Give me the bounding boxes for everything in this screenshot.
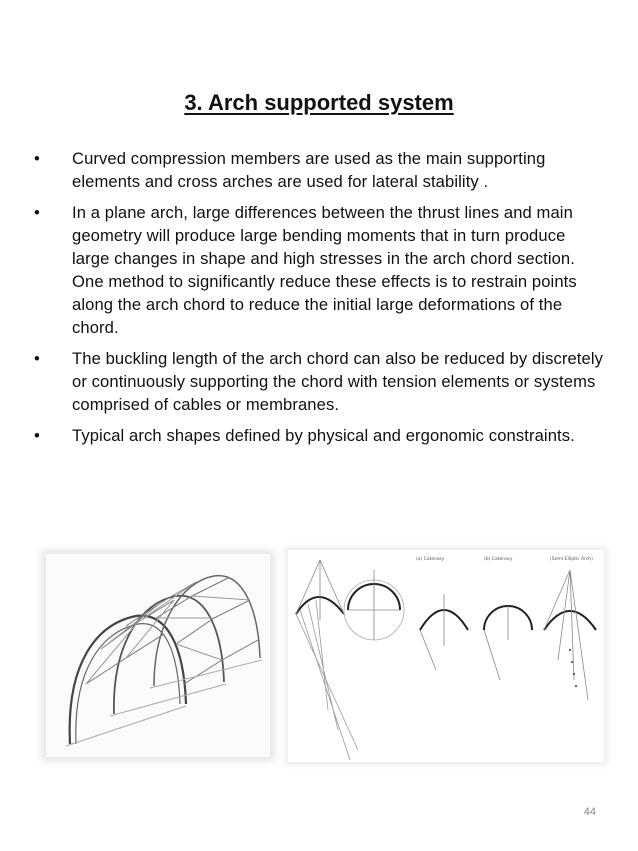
bullet-text: The buckling length of the arch chord can also be reduced by discretely or continuously supporting the chord with tension elements or systems comprised of cables or membranes.	[72, 349, 604, 414]
bullet-dot: •	[34, 349, 40, 368]
page-number: 44	[583, 806, 596, 818]
arch-label-b: (b) Catenary	[484, 557, 513, 562]
arch-shapes-diagram-icon	[288, 550, 604, 762]
bullet-item	[34, 201, 604, 339]
arch-label-a: (a) Catenary	[416, 557, 445, 562]
arch-structure-3d-icon	[46, 554, 270, 757]
bullet-dot: •	[34, 203, 40, 222]
bullet-item	[34, 424, 604, 447]
arch-structure-figure	[46, 554, 270, 757]
bullet-text: In a plane arch, large differences between the thrust lines and main geometry will produce large bending moments that in turn produce large changes in shape and high stresses in the arch chord section. One method to significantly reduce these effects is to restrain points along the arch chord to reduce the initial large deformations of the chord.	[72, 203, 577, 337]
arch-shapes-figure	[288, 550, 604, 762]
bullet-text: Curved compression members are used as the main supporting elements and cross arches are used for lateral stability .	[72, 149, 546, 191]
slide-title	[0, 90, 638, 116]
bullet-text: Typical arch shapes defined by physical and ergonomic constraints.	[72, 426, 575, 445]
arch-label-c: (Semi-Elliptic Arch)	[550, 557, 593, 562]
bullet-item	[34, 347, 604, 416]
bullet-item	[34, 147, 604, 193]
slide-title-text: 3. Arch supported system	[184, 90, 454, 115]
bullet-list	[34, 147, 604, 455]
bullet-dot: •	[34, 426, 40, 445]
bullet-dot: •	[34, 149, 40, 168]
